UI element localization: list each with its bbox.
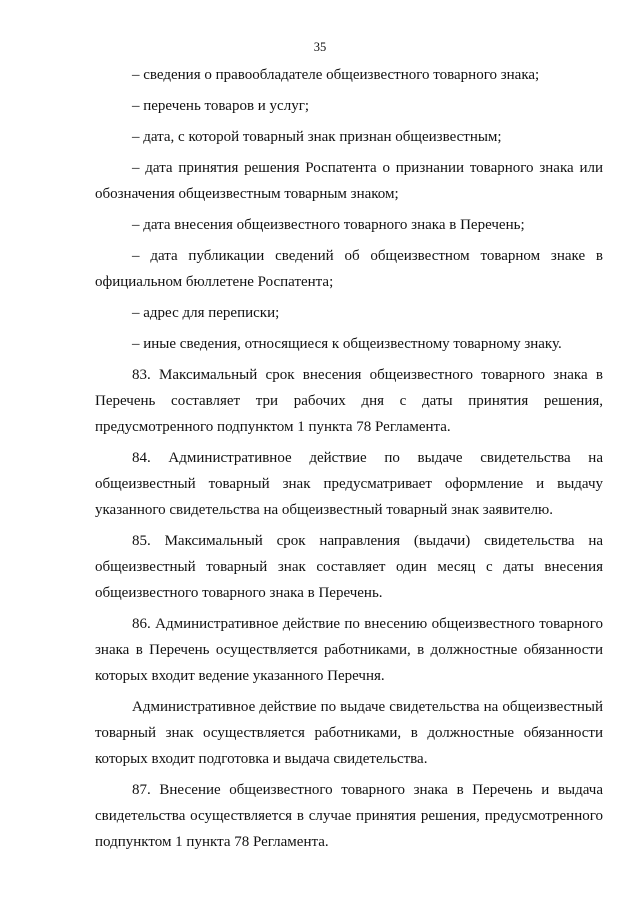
list-item-entry-date: – дата внесения общеизвестного товарного знака в Перечень; (132, 217, 525, 233)
clause-83: 83. Максимальный срок внесения общеизвестного товарного знака в Перечень составляет три рабочих дня с даты принятия решения, предусмотренного подпунктом 1 пункта 78 Регламента. (95, 367, 603, 435)
list-item-recognition-date: – дата, с которой товарный знак признан общеизвестным; (132, 129, 502, 145)
clause-86: 86. Административное действие по внесению общеизвестного товарного знака в Перечень осуществляется работниками, в должностные обязанности которых входит ведение указанного Перечня. (95, 616, 603, 684)
clause-84: 84. Административное действие по выдаче свидетельства на общеизвестный товарный знак предусматривает оформление и выдачу указанного свидетельства на общеизвестный товарный знак заявителю. (95, 450, 603, 518)
clause-86-continued: Административное действие по выдаче свидетельства на общеизвестный товарный знак осуществляется работниками, в должностные обязанности которых входит подготовка и выдача свидетельства. (95, 699, 603, 767)
list-item-goods-services: – перечень товаров и услуг; (132, 98, 310, 114)
page-number: 35 (313, 40, 327, 54)
clause-85: 85. Максимальный срок направления (выдачи) свидетельства на общеизвестный товарный знак составляет один месяц с даты внесения общеизвестного товарного знака в Перечень. (95, 533, 603, 601)
list-item-other: – иные сведения, относящиеся к общеизвестному товарному знаку. (132, 336, 562, 352)
list-item-address: – адрес для переписки; (132, 305, 280, 321)
list-item-decision-date: – дата принятия решения Роспатента о признании товарного знака или обозначения общеизвестным товарным знаком; (95, 160, 603, 202)
list-item-rightholder: – сведения о правообладателе общеизвестного товарного знака; (132, 67, 540, 83)
document-body (95, 57, 603, 855)
clause-87: 87. Внесение общеизвестного товарного знака в Перечень и выдача свидетельства осуществляется в случае принятия решения, предусмотренного подпунктом 1 пункта 78 Регламента. (95, 782, 603, 850)
list-item-publication-date: – дата публикации сведений об общеизвестном товарном знаке в официальном бюллетене Роспатента; (95, 248, 603, 290)
